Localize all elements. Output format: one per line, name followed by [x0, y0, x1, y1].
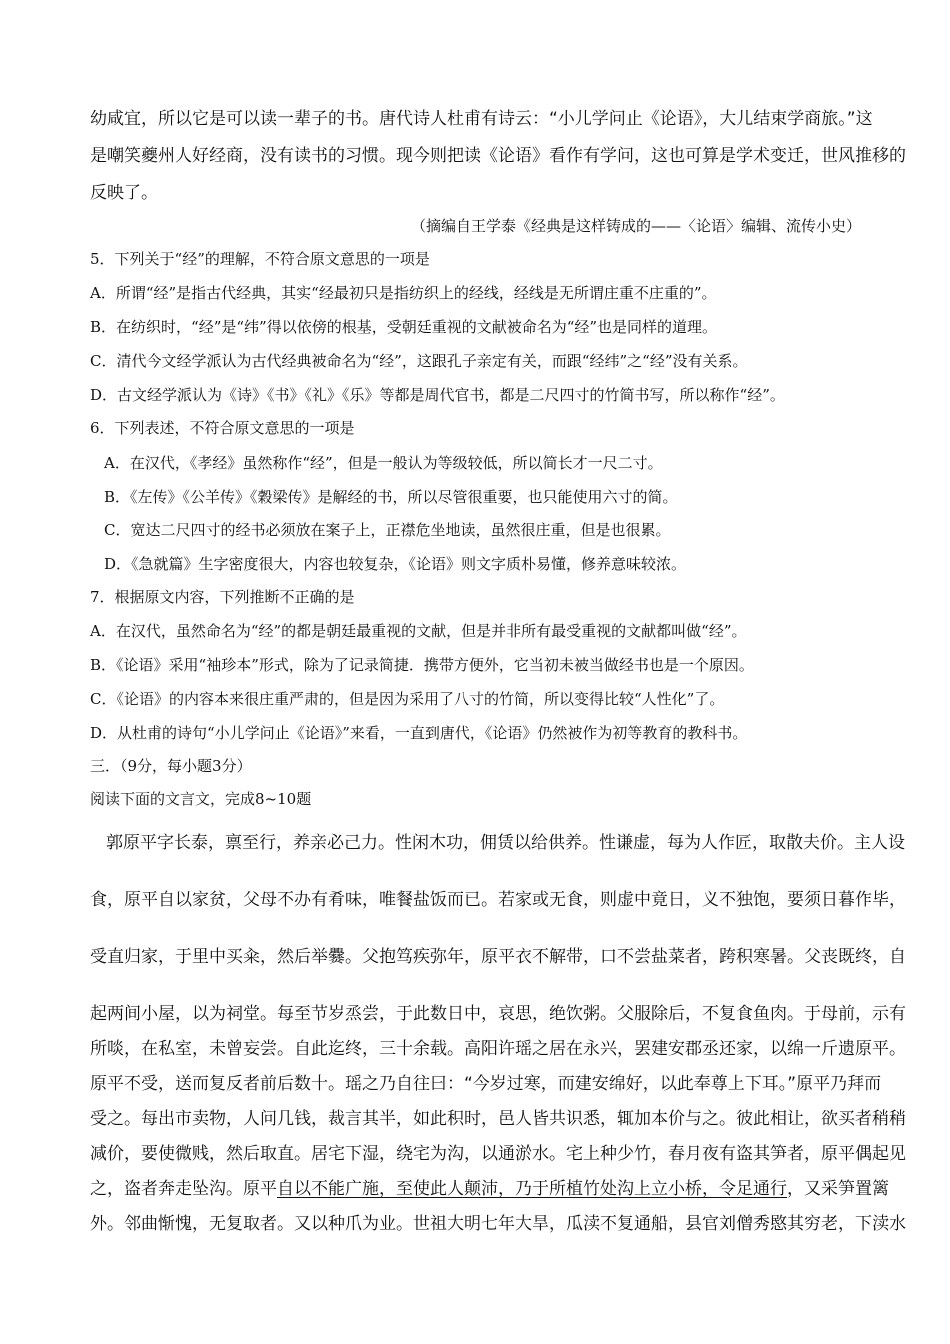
q7-option-b: B．《论语》采用“袖珍本”形式，除为了记录简捷．携带方便外，它当初未被当做经书也是一个原因。 [90, 656, 754, 674]
intro-line-1: 幼咸宜，所以它是可以读一辈子的书。唐代诗人杜甫有诗云：“小儿学问止《论语》，大儿结束学商旅。”这 [90, 109, 873, 129]
q7-option-d: D．从杜甫的诗句“小儿学问止《论语》”来看，一直到唐代，《论语》仍然被作为初等教育的教科书。 [90, 724, 748, 742]
q6-option-b: B．《左传》《公羊传》《穀梁传》是解经的书，所以尽管很重要，也只能使用六寸的简。 [104, 488, 678, 506]
q5-option-b: B．在纺织时，“经”是“纬”得以依傍的根基，受朝廷重视的文献被命名为“经”也是同样的道理。 [90, 318, 718, 336]
underlined-sentence: 自以不能广施，至使此人颠沛，乃于所植竹处沟上立小桥，令足通行 [277, 1179, 787, 1199]
q5-option-a: A．所谓“经”是指古代经典，其实“经最初只是指纺织上的经线，经线是无所谓庄重不庄重的”。 [90, 284, 717, 302]
classical-line-9 [90, 1174, 889, 1199]
source-citation: （摘编自王学泰《经典是这样铸成的——〈论语〉编辑、流传小史） [411, 217, 862, 235]
classical-line-4: 起两间小屋，以为祠堂。每至节岁烝尝，于此数日中，哀思，绝饮粥。父服除后，不复食鱼肉。于母前，示有 [90, 1004, 906, 1024]
classical-line-7: 受之。每出市卖物，人问几钱，裁言其半，如此积时，邑人皆共识悉，辄加本价与之。彼此相让，欲买者稍稍 [90, 1109, 906, 1129]
classical-line-5: 所啖，在私室，未曾妄尝。自此迄终，三十余载。高阳许瑶之居在永兴，罢建安郡丞还家，以绵一斤遗原平。 [90, 1039, 906, 1059]
classical-line-10: 外。邻曲惭愧，无复取者。又以种爪为业。世祖大明七年大旱，瓜渎不复通船，县官刘僧秀愍其穷老，下渎水 [90, 1214, 906, 1234]
q5-stem: 5．下列关于“经”的理解，不符合原文意思的一项是 [90, 250, 430, 268]
classical-line-9-before: 之，盗者奔走坠沟。原平 [90, 1179, 277, 1199]
section3-heading: 三．（9分，每小题3分） [90, 757, 252, 775]
q7-option-c: C．《论语》的内容本来很庄重严肃的，但是因为采用了八寸的竹简，所以变得比较“人性化”了。 [90, 690, 725, 708]
q7-stem: 7．根据原文内容，下列推断不正确的是 [90, 588, 355, 606]
classical-line-9-after: ，又采笋置篱 [787, 1179, 889, 1199]
classical-line-8: 减价，要使微贱，然后取直。居宅下湿，绕宅为沟，以通淤水。宅上种少竹，春月夜有盗其笋者，原平偶起见 [90, 1144, 906, 1164]
q5-option-c: C．清代今文经学派认为古代经典被命名为“经”，这跟孔子亲定有关，而跟“经纬”之“经”没有关系。 [90, 352, 748, 370]
q6-stem: 6．下列表述，不符合原文意思的一项是 [90, 419, 355, 437]
classical-line-3: 受直归家，于里中买籴，然后举爨。父抱笃疾弥年，原平衣不解带，口不尝盐菜者，跨积寒暑。父丧既终，自 [90, 947, 906, 967]
section3-instruction: 阅读下面的文言文，完成8~10题 [90, 790, 312, 808]
q6-option-a: A．在汉代，《孝经》虽然称作“经”，但是一般认为等级较低，所以简长才一尺二寸。 [104, 454, 663, 472]
classical-line-1: 郭原平字长泰，禀至行，养亲必己力。性闲木功，佣赁以给供养。性谦虚，每为人作匠，取散夫价。主人设 [106, 833, 905, 853]
q7-option-a: A．在汉代，虽然命名为“经”的都是朝廷最重视的文献，但是并非所有最受重视的文献都叫做“经”。 [90, 622, 747, 640]
q6-option-d: D．《急就篇》生字密度很大，内容也较复杂，《论语》则文字质朴易懂，修养意味较浓。 [104, 555, 687, 573]
intro-line-2: 是嘲笑夔州人好经商，没有读书的习惯。现今则把读《论语》看作有学问，这也可算是学术变迁，世风推移的 [90, 146, 906, 166]
intro-line-3: 反映了。 [90, 183, 158, 203]
q5-option-d: D．古文经学派认为《诗》《书》《礼》《乐》等都是周代官书，都是二尺四寸的竹简书写，所以称作“经”。 [90, 386, 785, 404]
classical-line-6: 原平不受，送而复反者前后数十。瑶之乃自往曰：“今岁过寒，而建安绵好，以此奉尊上下耳。”原平乃拜而 [90, 1074, 882, 1094]
q6-option-c: C．宽达二尺四寸的经书必须放在案子上，正襟危坐地读，虽然很庄重，但是也很累。 [104, 521, 671, 539]
classical-line-2: 食，原平自以家贫，父母不办有肴味，唯餐盐饭而已。若家或无食，则虚中竟日，义不独饱，要须日暮作毕， [90, 890, 906, 910]
